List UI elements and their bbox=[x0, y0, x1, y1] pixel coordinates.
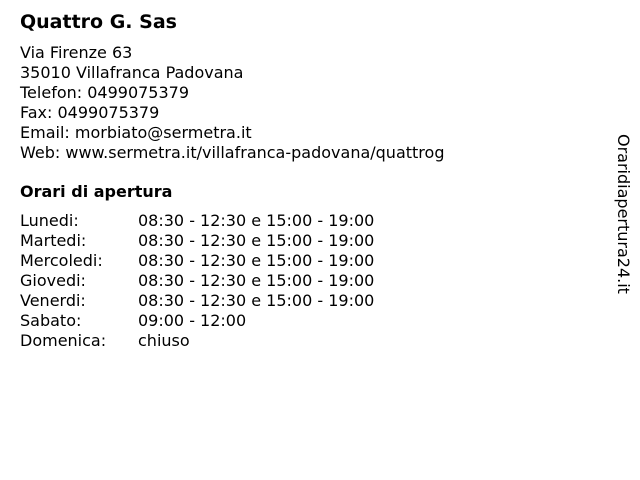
hours-row-sunday bbox=[20, 331, 600, 351]
hours-row-tuesday bbox=[20, 231, 600, 251]
time-range: 09:00 - 12:00 bbox=[138, 311, 247, 330]
hours-row-monday bbox=[20, 211, 600, 231]
hours-row-wednesday bbox=[20, 251, 600, 271]
time-range: 08:30 - 12:30 e 15:00 - 19:00 bbox=[138, 251, 375, 270]
web-line: Web: www.sermetra.it/villafranca-padovana/quattrog bbox=[20, 143, 445, 162]
day-label: Domenica: bbox=[20, 331, 107, 350]
business-name: Quattro G. Sas bbox=[20, 11, 177, 33]
time-range: 08:30 - 12:30 e 15:00 - 19:00 bbox=[138, 211, 375, 230]
day-label: Giovedi: bbox=[20, 271, 86, 290]
time-range: 08:30 - 12:30 e 15:00 - 19:00 bbox=[138, 291, 375, 310]
email-line: Email: morbiato@sermetra.it bbox=[20, 123, 252, 142]
time-range: 08:30 - 12:30 e 15:00 - 19:00 bbox=[138, 271, 375, 290]
phone-line: Telefon: 0499075379 bbox=[20, 83, 190, 102]
time-range: chiuso bbox=[138, 331, 190, 350]
city-line: 35010 Villafranca Padovana bbox=[20, 63, 244, 82]
opening-hours-heading: Orari di apertura bbox=[20, 182, 173, 201]
hours-row-thursday bbox=[20, 271, 600, 291]
hours-row-saturday bbox=[20, 311, 600, 331]
hours-row-friday bbox=[20, 291, 600, 311]
opening-hours-table bbox=[20, 211, 600, 351]
address-line: Via Firenze 63 bbox=[20, 43, 133, 62]
day-label: Venerdi: bbox=[20, 291, 86, 310]
day-label: Lunedi: bbox=[20, 211, 79, 230]
side-brand-text: Oraridiapertura24.it bbox=[614, 134, 633, 294]
fax-line: Fax: 0499075379 bbox=[20, 103, 160, 122]
day-label: Martedi: bbox=[20, 231, 87, 250]
day-label: Mercoledi: bbox=[20, 251, 103, 270]
day-label: Sabato: bbox=[20, 311, 82, 330]
time-range: 08:30 - 12:30 e 15:00 - 19:00 bbox=[138, 231, 375, 250]
side-brand-watermark bbox=[612, 134, 634, 310]
business-card bbox=[20, 10, 600, 351]
